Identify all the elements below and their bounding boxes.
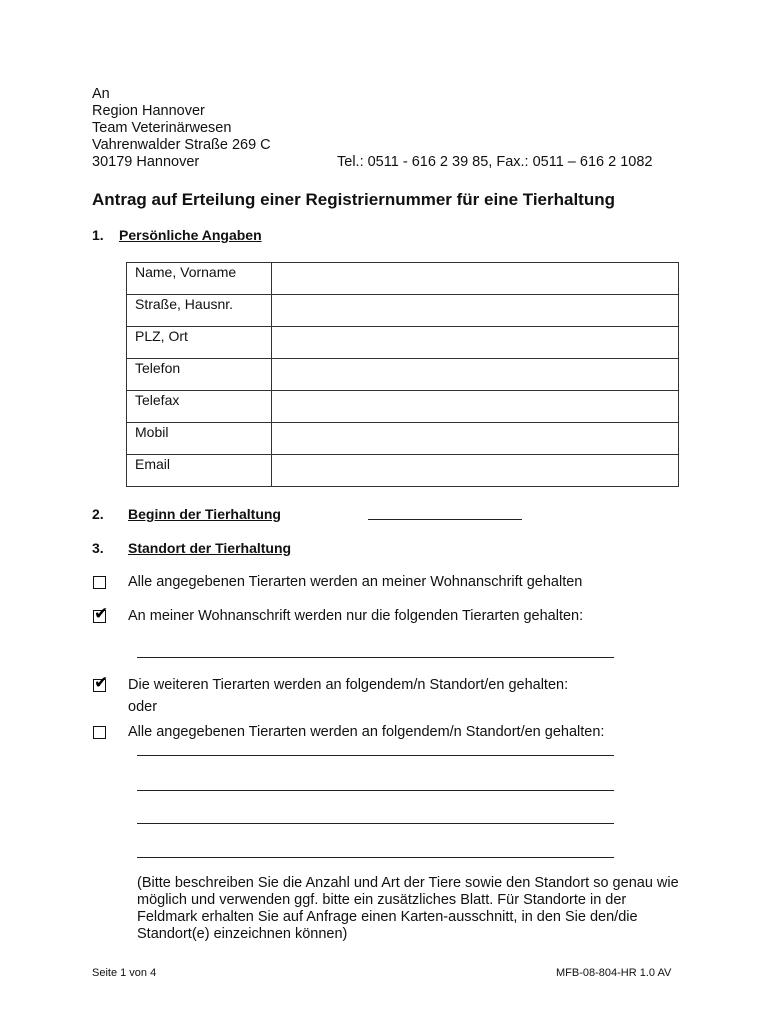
location-line-field[interactable]: [137, 823, 614, 824]
section-2-number: 2.: [92, 506, 104, 522]
address-line: Team Veterinärwesen: [92, 120, 232, 136]
form-title: Antrag auf Erteilung einer Registriernummer für eine Tierhaltung: [92, 190, 615, 209]
section-1-number: 1.: [92, 227, 104, 243]
option-label: Die weiteren Tierarten werden an folgendem/n Standort/en gehalten:: [128, 677, 569, 693]
table-row: [127, 455, 679, 487]
animal-types-field[interactable]: [137, 657, 614, 658]
table-row: [127, 391, 679, 423]
field-label: PLZ, Ort: [127, 327, 272, 359]
address-line: Region Hannover: [92, 103, 205, 119]
table-row: [127, 295, 679, 327]
street-field[interactable]: [272, 295, 679, 327]
field-label: Email: [127, 455, 272, 487]
table-row: [127, 359, 679, 391]
instructions-note: (Bitte beschreiben Sie die Anzahl und Art der Tiere sowie den Standort so genau wie möglich und verwenden ggf. bitte ein zusätzliches Blatt. Für Standorte in der Feldmark erhalten Sie auf Anfrage einen Karten-ausschnitt, in den Sie den/die Standort(e) einzeichnen können): [137, 875, 679, 942]
option-home-all-checkbox[interactable]: [93, 576, 106, 589]
contact-numbers: Tel.: 0511 - 616 2 39 85, Fax.: 0511 – 616 2 1082: [337, 154, 653, 170]
option-other-location-checkbox[interactable]: [93, 673, 109, 692]
name-field[interactable]: [272, 263, 679, 295]
field-label: Name, Vorname: [127, 263, 272, 295]
option-label: Alle angegebenen Tierarten werden an folgendem/n Standort/en gehalten:: [128, 724, 605, 740]
table-row: [127, 327, 679, 359]
checkmark-icon: ✔: [94, 604, 109, 623]
section-3-number: 3.: [92, 540, 104, 556]
section-3-heading: Standort der Tierhaltung: [128, 540, 292, 556]
field-label: Telefon: [127, 359, 272, 391]
fax-field[interactable]: [272, 391, 679, 423]
checkmark-icon: ✔: [94, 673, 109, 692]
address-line: 30179 Hannover: [92, 154, 200, 170]
option-all-other-location-checkbox[interactable]: [93, 726, 106, 739]
page-number: Seite 1 von 4: [92, 967, 157, 979]
location-line-field[interactable]: [137, 755, 614, 756]
start-date-field[interactable]: [368, 519, 522, 520]
section-2-heading: Beginn der Tierhaltung: [128, 506, 281, 522]
option-label: Alle angegebenen Tierarten werden an meiner Wohnanschrift gehalten: [128, 574, 583, 590]
email-field[interactable]: [272, 455, 679, 487]
location-line-field[interactable]: [137, 790, 614, 791]
phone-field[interactable]: [272, 359, 679, 391]
location-line-field[interactable]: [137, 857, 614, 858]
field-label: Straße, Hausnr.: [127, 295, 272, 327]
zip-city-field[interactable]: [272, 327, 679, 359]
address-line: An: [92, 86, 110, 102]
option-label: An meiner Wohnanschrift werden nur die folgenden Tierarten gehalten:: [128, 608, 584, 624]
or-label: oder: [128, 699, 158, 715]
personal-details-table: [126, 262, 679, 487]
table-row: [127, 423, 679, 455]
field-label: Telefax: [127, 391, 272, 423]
mobile-field[interactable]: [272, 423, 679, 455]
address-line: Vahrenwalder Straße 269 C: [92, 137, 271, 153]
recipient-address: [92, 86, 271, 171]
option-home-some-checkbox[interactable]: [93, 604, 109, 623]
table-row: [127, 263, 679, 295]
section-1-heading: Persönliche Angaben: [119, 227, 262, 243]
field-label: Mobil: [127, 423, 272, 455]
form-code: MFB-08-804-HR 1.0 AV: [556, 967, 672, 979]
